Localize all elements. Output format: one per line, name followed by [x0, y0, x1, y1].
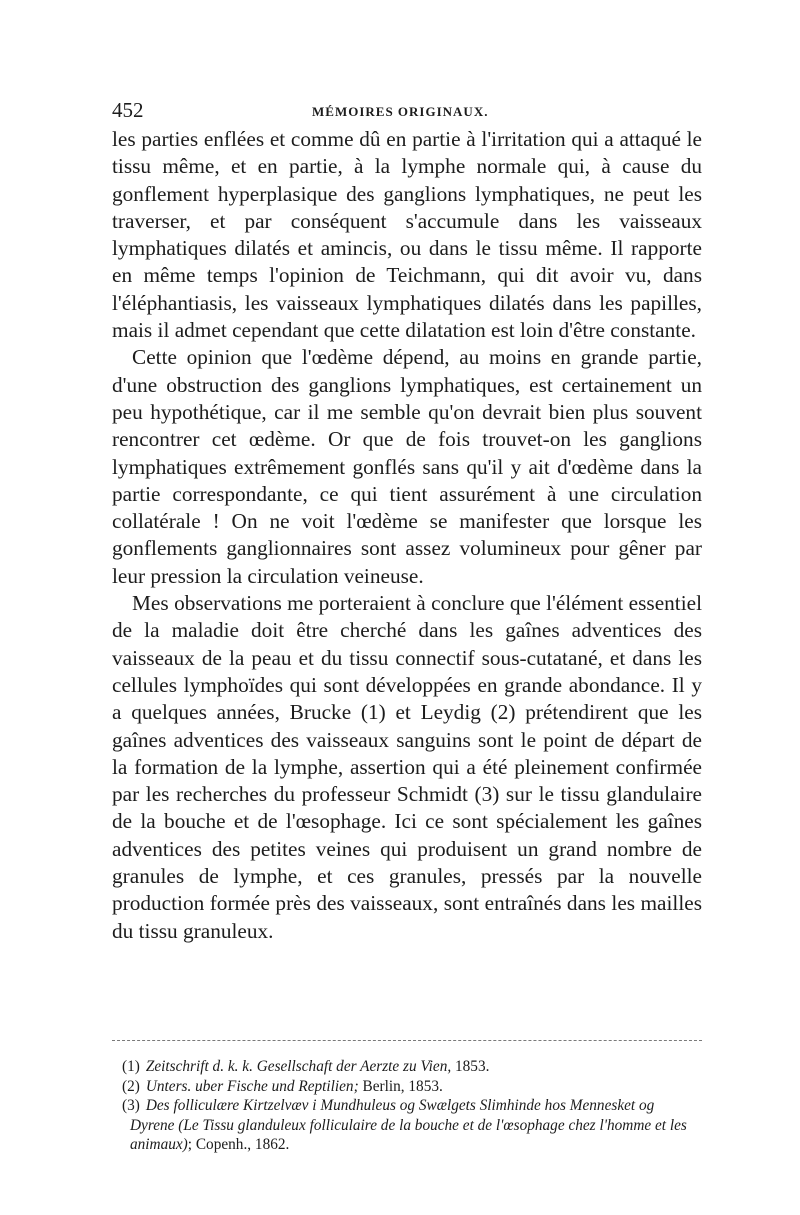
footnote-marker: (2) [122, 1077, 140, 1095]
footnote-2 [112, 1077, 702, 1097]
footnote-citation: Des folliculære Kirtzelvæv i Mundhuleus og Swælgets Slimhinde hos Mennesket og Dyrene (Le Tissu glanduleux folliculaire de la bouche et de l'œsophage chez l'homme et les animaux) [130, 1097, 687, 1153]
paragraph: les parties enflées et comme dû en partie à l'irritation qui a attaqué le tissu même, et en partie, à la lymphe normale qui, à cause du gonflement hyperplasique des ganglions lymphatiques, ne peut les traverser, et par conséquent s'accumule dans les vaisseaux lymphatiques dilatés et amincis, ou dans le tissu même. Il rapporte en même temps l'opinion de Teichmann, qui dit avoir vu, dans l'éléphantiasis, les vaisseaux lymphatiques dilatés dans les papilles, mais il admet cependant que cette dilatation est loin d'être constante. [112, 127, 702, 343]
footnote-details: Berlin, 1853. [358, 1077, 443, 1095]
footnote-details: ; Copenh., 1862. [187, 1136, 290, 1153]
running-head: MÉMOIRES ORIGINAUX. [312, 104, 489, 119]
paragraph: Mes observations me porteraient à conclure que l'élément essentiel de la maladie doit être cherché dans les gaînes adventices des vaisseaux de la peau et du tissu connectif sous-cutatané, et dans les cellules lymphoïdes qui sont développées en grande abondance. Il y a quelques années, Brucke (1) et Leydig (2) prétendirent que les gaînes adventices des vaisseaux sanguins sont le point de départ de la formation de la lymphe, assertion qui a été pleinement confirmée par les recherches du professeur Schmidt (3) sur le tissu glandulaire de la bouche et de l'œsophage. Ici ce sont spécialement les gaînes adventices des petites veines qui produisent un grand nombre de granules de lymphe, et ces granules, pressés par la nouvelle production formée près des vaisseaux, sont entraînés dans les mailles du tissu granuleux. [112, 591, 702, 943]
paragraph: Cette opinion que l'œdème dépend, au moins en grande partie, d'une obstruction des ganglions lymphatiques, est certainement un peu hypothétique, car il me semble qu'on devrait bien plus souvent rencontrer cet œdème. Or que de fois trouvet-on les ganglions lymphatiques extrêmement gonflés sans qu'il y ait d'œdème dans la partie correspondante, ce qui tient assurément à une circulation collatérale ! On ne voit l'œdème se manifester que lorsque les gonflements ganglionnaires sont assez volumineux pour gêner par leur pression la circulation veineuse. [112, 345, 702, 588]
footnote-1 [112, 1057, 702, 1077]
footnotes [112, 1057, 702, 1155]
page-number: 452 [112, 98, 144, 122]
page-header [112, 98, 702, 126]
footnote-citation: Unters. uber Fische und Reptilien; [145, 1077, 359, 1095]
footnote-divider [112, 1040, 702, 1041]
footnote-marker: (3) [122, 1097, 140, 1114]
body-text [112, 126, 702, 945]
footnote-marker: (1) [122, 1058, 140, 1075]
footnote-citation: Zeitschrift d. k. k. Gesellschaft der Aerzte zu Vien, [145, 1058, 452, 1075]
footnote-details: 1853. [451, 1058, 490, 1075]
footnote-3 [112, 1096, 702, 1155]
